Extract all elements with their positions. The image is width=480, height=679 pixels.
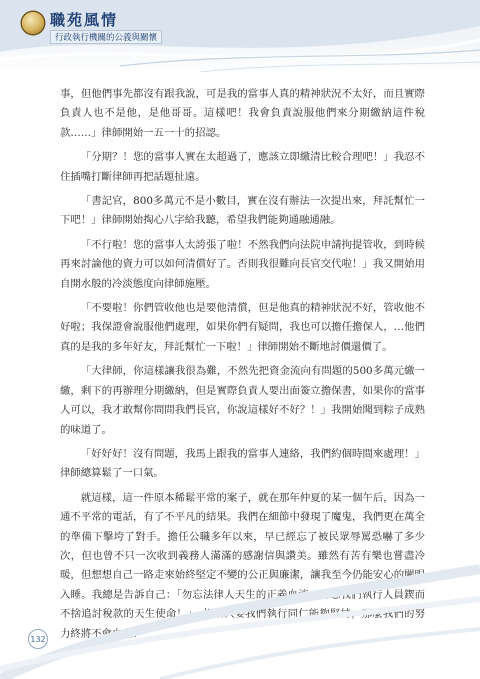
page-header bbox=[0, 0, 480, 72]
footer-swoosh-decoration bbox=[0, 559, 480, 679]
paragraph: 就這樣，這一件原本稀鬆平常的案子，就在那年仲夏的某一個午后，因為一通不平常的電話，有了不平凡的結果。我們在細節中發現了魔鬼，我們更在萬全的準備下擊垮了對手。擔任公職多年以來，早已經忘了被民眾辱罵恐嚇了多少次，但也曾不只一次收到義務人滿滿的感謝信與讚美。雖然有苦有樂也嘗盡冷暖，但想想自己一路走來始終堅定不變的公正與廉潔，讓我至今仍能安心的闔眼入睡。我總是告訴自己：「勿忘法律人天生的正義血液，勿忘我們執行人員鍥而不捨追討稅款的天生使命！」，相信只要我們執行同仁能夠堅持，那麼我們的努力終將不會白費！ bbox=[60, 491, 425, 640]
section-subtitle: 行政執行機關的公義與關懷 bbox=[50, 30, 162, 44]
section-title: 職苑風情 bbox=[50, 11, 119, 29]
paragraph: 「好好好！沒有問題，我馬上跟我的當事人連絡，我們約個時間來處理！」律師總算鬆了一口氣。 bbox=[60, 447, 425, 480]
emblem-icon bbox=[22, 12, 44, 34]
paragraph: 「書記官，800多萬元不是小數目，實在沒有辦法一次提出來，拜託幫忙一下吧！」律師開始掏心八字給我聽，希望我們能夠通融通融。 bbox=[60, 195, 425, 227]
paragraph: 「分期？！您的當事人實在太超過了，應該立即繳清比較合理吧！」我忍不住插嘴打斷律師再把話題扯遠。 bbox=[60, 151, 425, 183]
paragraph: 「不行啦！您的當事人太誇張了啦！不然我們向法院申請拘提管收，到時候再來討論他的資力可以如何清償好了。否則我很難向長官交代啦！」我又開始用自開水般的冷淡態度向律師施壓。 bbox=[60, 238, 425, 290]
paragraph: 事，但他們事先都沒有跟我說，可是我的當事人真的精神狀況不太好，而且實際負責人也不是他，是他哥哥。這樣吧！我會負責說服他們來分期繳納這件稅款……」律師開始一五一十的招認。 bbox=[60, 88, 425, 139]
page-number: 132 bbox=[28, 629, 48, 649]
paragraph: 「大律師，你這樣讓我很為難，不然先把資金流向有問題的500多萬元繳一繳，剩下的再辦理分期繳納，但是實際負責人要出面簽立擔保書，如果你的當事人可以，我才敢幫你問問我們長官，你說這樣好不好？！」我開始聞到粽子成熟的味道了。 bbox=[60, 365, 425, 436]
paragraph: 「不要啦！你們管收他也是要他清償，但是他真的精神狀況不好，管收他不好啦；我保證會說服他們處理，如果你們有疑問，我也可以擔任擔保人，…他們真的是我的多年好友，拜託幫忙一下啦！」律師開始不斷地討價還價了。 bbox=[60, 302, 425, 353]
